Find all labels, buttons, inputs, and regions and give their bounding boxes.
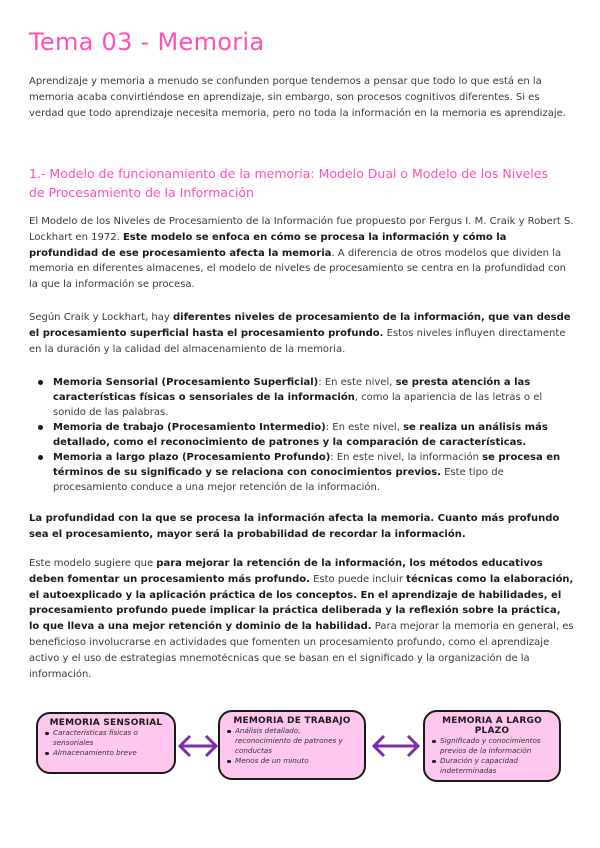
double-arrow-icon — [176, 724, 220, 768]
diagram-box-largo-plazo — [423, 710, 561, 782]
double-arrow-icon — [370, 724, 422, 768]
list-item: Duración y capacidad indeterminadas — [431, 756, 553, 776]
bullet-icon — [227, 730, 231, 734]
list-item: Análisis detallado, reconocimiento de patrones y conductas — [226, 726, 358, 756]
levels-list — [29, 375, 574, 495]
box-title: MEMORIA A LARGO PLAZO — [442, 716, 542, 736]
bullet-icon — [45, 752, 49, 756]
diagram-box-trabajo — [218, 710, 366, 780]
paragraph-1: El Modelo de los Niveles de Procesamiento de la Información fue propuesto por Fergus I. M. Craik y Robert S. Lockhart en 1972. Este modelo se enfoca en cómo se procesa la información y cómo la profundidad de ese procesamiento afecta la memoria. A diferencia de otros modelos que dividen la memoria en diferentes almacenes, el modelo de niveles de procesamiento se centra en la profundidad con la que la información se procesa. — [29, 216, 574, 291]
paragraph-2: Según Craik y Lockhart, hay diferentes niveles de procesamiento de la información, que van desde el procesamiento superficial hasta el procesamiento profundo. Estos niveles influyen directamente en la duración y la calidad del almacenamiento de la memoria. — [29, 312, 571, 355]
bullet-icon — [227, 760, 231, 764]
list-item: Menos de un minuto — [226, 756, 358, 766]
paragraph-3: La profundidad con la que se procesa la información afecta la memoria. Cuanto más profundo sea el procesamiento, mayor será la probabilidad de recordar la información. — [29, 513, 560, 540]
list-item: Almacenamiento breve — [44, 748, 168, 758]
list-item: Características físicas o sensoriales — [44, 728, 168, 748]
box-title: MEMORIA DE TRABAJO — [233, 716, 351, 726]
bullet-icon — [38, 455, 43, 460]
bullet-icon — [38, 425, 43, 430]
intro-paragraph: Aprendizaje y memoria a menudo se confunden porque tendemos a pensar que todo lo que está en la memoria acaba convirtiéndose en aprendizaje, sin embargo, son procesos cognitivos diferentes. Si es verdad que todo aprendizaje necesita memoria, pero no toda la información en la memoria es aprendizaje. — [29, 76, 566, 119]
bullet-icon — [38, 380, 43, 385]
bullet-icon — [45, 732, 49, 736]
list-item: Memoria a largo plazo (Procesamiento Profundo): En este nivel, la información se procesa en términos de su significado y se relaciona con conocimientos previos. Este tipo de procesamiento conduce a una mejor retención de la información. — [29, 450, 574, 495]
bullet-icon — [432, 760, 436, 764]
diagram-box-sensorial — [36, 712, 176, 774]
page-title: Tema 03 - Memoria — [29, 28, 265, 56]
memory-diagram — [28, 710, 574, 788]
list-item: Memoria de trabajo (Procesamiento Intermedio): En este nivel, se realiza un análisis más detallado, como el reconocimiento de patrones y la comparación de características. — [29, 420, 574, 450]
box-title: MEMORIA SENSORIAL — [49, 718, 163, 728]
list-item: Memoria Sensorial (Procesamiento Superficial): En este nivel, se presta atención a las características físicas o sensoriales de la información, como la apariencia de las letras o el sonido de las palabras. — [29, 375, 574, 420]
paragraph-4: Este modelo sugiere que para mejorar la retención de la información, los métodos educativos deben fomentar un procesamiento más profundo. Esto puede incluir técnicas como la elaboración, el autoexplicado y la aplicación práctica de los conceptos. En el aprendizaje de habilidades, el procesamiento profundo puede implicar la práctica deliberada y la reflexión sobre la práctica, lo que lleva a una mejor retención y dominio de la habilidad. Para mejorar la memoria en general, es beneficioso involucrarse en actividades que fomenten un procesamiento profundo, como el aprendizaje activo y el uso de estrategias mnemotécnicas que se basan en el significado y la organización de la información. — [29, 558, 574, 680]
section-heading: 1.- Modelo de funcionamiento de la memoria: Modelo Dual o Modelo de los Niveles de Procesamiento de la Información — [29, 166, 548, 200]
bullet-icon — [432, 740, 436, 744]
list-item: Significado y conocimientos previos de la información — [431, 736, 553, 756]
